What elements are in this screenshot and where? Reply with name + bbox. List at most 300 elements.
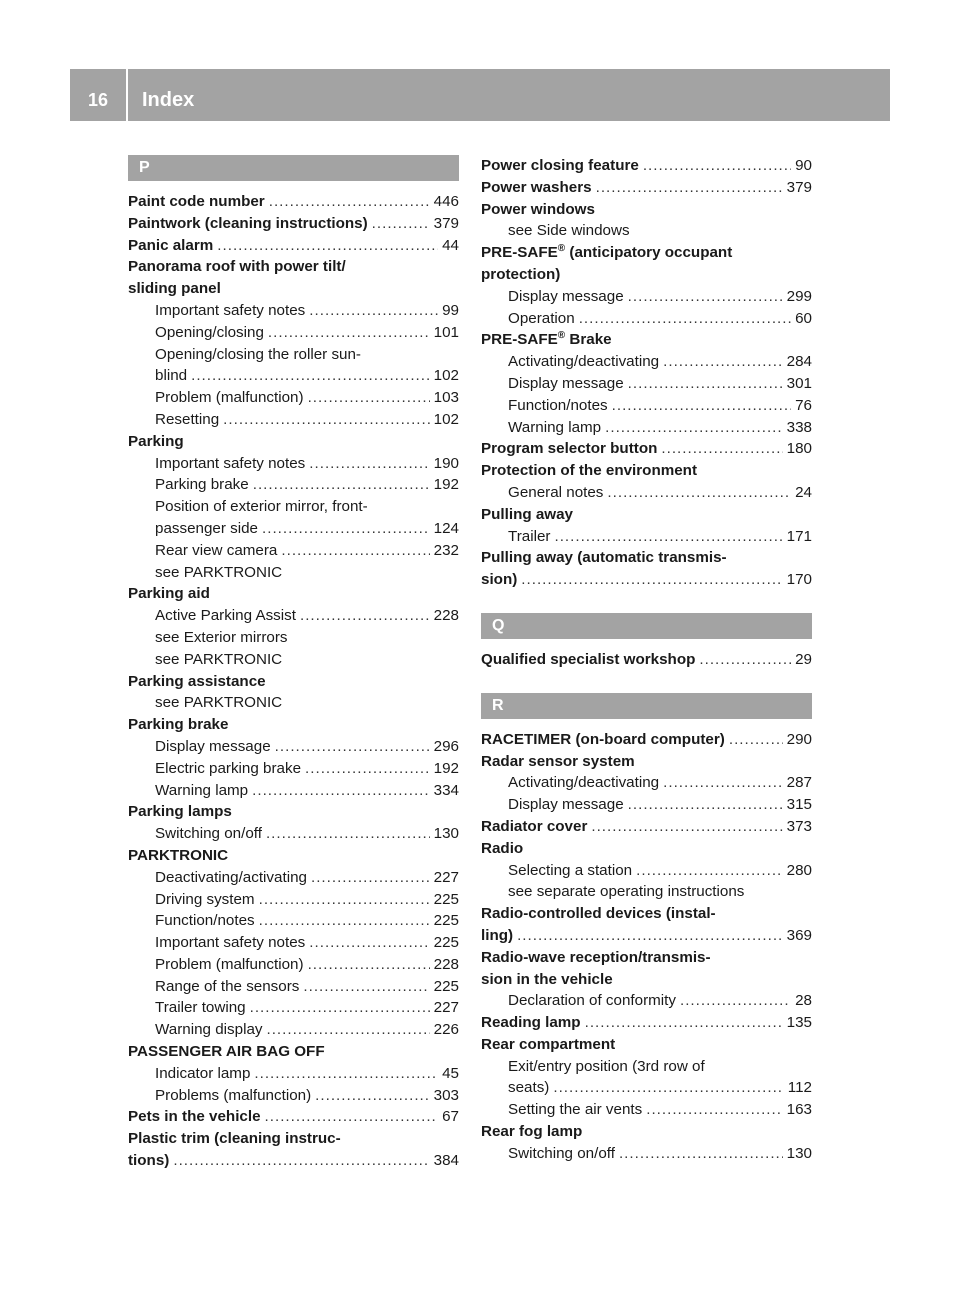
- index-subentry: [481, 772, 812, 794]
- index-subentry: [128, 562, 459, 584]
- section-gap: [481, 671, 812, 693]
- leader-dots: [281, 540, 429, 562]
- entry-label: PRE-SAFE: [481, 244, 558, 262]
- page-reference: 60: [795, 309, 812, 327]
- entry-text: [155, 605, 296, 627]
- entry-text: [481, 155, 639, 177]
- index-subentry: [481, 860, 812, 882]
- leader-dots: [253, 474, 430, 496]
- entry-text: [155, 1085, 311, 1107]
- page-reference: 373: [786, 817, 812, 835]
- page-reference: 287: [786, 774, 812, 792]
- leader-dots: [643, 155, 791, 177]
- index-subentry: [481, 1143, 812, 1165]
- index-subentry: [128, 867, 459, 889]
- entry-text: [508, 1143, 615, 1165]
- entry-text: [481, 816, 587, 838]
- page-reference: 225: [433, 890, 459, 908]
- entry-label: Problems (malfunction): [155, 1086, 312, 1104]
- page-reference: 103: [433, 389, 459, 407]
- index-entry: [481, 969, 812, 991]
- leader-dots: [663, 351, 783, 373]
- index-subentry: [128, 344, 459, 366]
- index-entry: [128, 256, 459, 278]
- page-reference: 192: [433, 476, 459, 494]
- entry-text: [155, 300, 305, 322]
- entry-text: [155, 932, 305, 954]
- index-subentry: [128, 627, 459, 649]
- entry-label: Display message: [508, 796, 624, 814]
- index-subentry: [128, 823, 459, 845]
- index-subentry: [481, 881, 812, 903]
- entry-label: sliding panel: [128, 280, 221, 298]
- index-section: [481, 591, 812, 671]
- entry-label: seats): [508, 1079, 550, 1097]
- entry-text: [128, 801, 232, 823]
- index-section: [481, 671, 812, 1165]
- entry-text: [481, 199, 595, 221]
- entry-text: [481, 569, 517, 591]
- entry-text: [481, 649, 695, 671]
- entry-label: Warning display: [155, 1021, 263, 1039]
- entry-text: [481, 460, 697, 482]
- entry-label: Display message: [508, 287, 624, 305]
- entry-label-suffix: Brake: [565, 331, 612, 349]
- entry-label: see Exterior mirrors: [155, 628, 288, 646]
- entry-label: Important safety notes: [155, 934, 306, 952]
- entry-text: [508, 286, 624, 308]
- entry-label: Problem (malfunction): [155, 389, 304, 407]
- page-reference: 67: [442, 1108, 459, 1126]
- index-subentry: [481, 286, 812, 308]
- entry-label: Position of exterior mirror, front-: [155, 498, 368, 516]
- entry-text: [508, 1099, 642, 1121]
- page-reference: 225: [433, 934, 459, 952]
- page-reference: 45: [442, 1064, 459, 1082]
- index-subentry: [128, 736, 459, 758]
- index-subentry: [481, 794, 812, 816]
- entry-label: Switching on/off: [508, 1144, 615, 1162]
- index-entry: [128, 583, 459, 605]
- index-subentry: [128, 453, 459, 475]
- entry-label: Warning lamp: [155, 781, 249, 799]
- page-reference: 24: [795, 483, 812, 501]
- entry-text: [481, 329, 612, 351]
- entry-text: [481, 903, 716, 925]
- entry-label: Important safety notes: [155, 454, 306, 472]
- entry-label: Power windows: [481, 200, 595, 218]
- entry-label: Function/notes: [155, 912, 255, 930]
- entry-label: Important safety notes: [155, 301, 306, 319]
- entry-text: [481, 947, 711, 969]
- leader-dots: [619, 1143, 783, 1165]
- entry-label: Setting the air vents: [508, 1101, 643, 1119]
- page-reference: 384: [433, 1152, 459, 1170]
- entry-text: [155, 474, 249, 496]
- index-entry: [481, 903, 812, 925]
- entry-text: [481, 751, 635, 773]
- leader-dots: [596, 177, 783, 199]
- entry-text: [128, 1128, 341, 1150]
- entry-label: Opening/closing the roller sun-: [155, 345, 361, 363]
- entry-label: Active Parking Assist: [155, 607, 296, 625]
- entry-text: [155, 649, 282, 671]
- page-reference: 338: [786, 418, 812, 436]
- page-reference: 135: [786, 1014, 812, 1032]
- leader-dots: [308, 954, 430, 976]
- entry-text: [508, 794, 624, 816]
- index-entry: [481, 751, 812, 773]
- page-reference: 99: [442, 301, 459, 319]
- entry-label: Parking: [128, 432, 184, 450]
- entry-text: [508, 482, 603, 504]
- index-entry: [128, 278, 459, 300]
- leader-dots: [628, 373, 783, 395]
- page-reference: 190: [433, 454, 459, 472]
- leader-dots: [309, 300, 438, 322]
- entry-text: [128, 191, 265, 213]
- entry-text: [155, 387, 304, 409]
- entry-label: Activating/deactivating: [508, 353, 660, 371]
- index-subentry: [481, 395, 812, 417]
- page-reference: 112: [787, 1079, 812, 1097]
- leader-dots: [266, 823, 430, 845]
- entry-label: Panorama roof with power tilt/: [128, 258, 346, 276]
- page-reference: 171: [786, 527, 812, 545]
- entry-label: sion in the vehicle: [481, 970, 613, 988]
- index-entry: [481, 264, 812, 286]
- page-reference: 280: [786, 861, 812, 879]
- entry-text: [508, 373, 624, 395]
- entry-label: Driving system: [155, 890, 255, 908]
- index-entry: [128, 1128, 459, 1150]
- leader-dots: [591, 816, 782, 838]
- leader-dots: [191, 365, 430, 387]
- leader-dots: [269, 191, 430, 213]
- page-reference: 163: [786, 1101, 812, 1119]
- entry-label: see Side windows: [508, 222, 630, 240]
- entry-text: [481, 969, 613, 991]
- entry-label: Electric parking brake: [155, 759, 302, 777]
- entry-text: [508, 990, 676, 1012]
- leader-dots: [636, 860, 783, 882]
- index-entry: [128, 1041, 459, 1063]
- page-reference: 232: [433, 541, 459, 559]
- entry-label: Radiator cover: [481, 817, 588, 835]
- entry-text: [481, 504, 573, 526]
- entry-text: [128, 235, 213, 257]
- entry-label: Radio-wave reception/transmis-: [481, 948, 711, 966]
- entry-text: [155, 758, 301, 780]
- index-entry: [481, 569, 812, 591]
- leader-dots: [553, 1077, 783, 1099]
- entry-label: see PARKTRONIC: [155, 694, 283, 712]
- entry-label: Parking lamps: [128, 803, 232, 821]
- page-reference: 379: [433, 214, 459, 232]
- entry-label: Rear compartment: [481, 1035, 616, 1053]
- leader-dots: [309, 453, 429, 475]
- page-reference: 225: [433, 912, 459, 930]
- entry-label: Indicator lamp: [155, 1064, 251, 1082]
- index-entry: [128, 714, 459, 736]
- entry-label: Parking brake: [155, 476, 249, 494]
- entry-text: [155, 409, 219, 431]
- leader-dots: [252, 780, 430, 802]
- leader-dots: [372, 213, 430, 235]
- entry-label: sion): [481, 571, 518, 589]
- entry-label: tions): [128, 1152, 170, 1170]
- page-reference: 130: [786, 1144, 812, 1162]
- page-reference: 29: [795, 650, 812, 668]
- page-reference: 227: [433, 999, 459, 1017]
- entry-text: [155, 627, 288, 649]
- index-entry: [128, 235, 459, 257]
- page-reference: 225: [433, 977, 459, 995]
- entry-label: RACETIMER (on-board computer): [481, 730, 725, 748]
- page-reference: 299: [786, 287, 812, 305]
- index-subentry: [481, 417, 812, 439]
- entry-text: [508, 526, 550, 548]
- index-entry: [481, 649, 812, 671]
- entry-text: [155, 910, 255, 932]
- leader-dots: [275, 736, 430, 758]
- entry-label: Opening/closing: [155, 323, 264, 341]
- index-entry: [481, 1012, 812, 1034]
- index-subentry: [481, 351, 812, 373]
- leader-dots: [646, 1099, 782, 1121]
- entry-text: [155, 540, 277, 562]
- entry-label: Power washers: [481, 178, 592, 196]
- leader-dots: [262, 518, 430, 540]
- entry-text: [155, 453, 305, 475]
- index-subentry: [128, 1085, 459, 1107]
- entry-text: [128, 1150, 169, 1172]
- entry-text: [481, 438, 657, 460]
- entry-text: [481, 925, 513, 947]
- index-subentry: [128, 1019, 459, 1041]
- entry-label: Radar sensor system: [481, 752, 635, 770]
- index-entry: [481, 1121, 812, 1143]
- leader-dots: [607, 482, 791, 504]
- index-subentry: [481, 1056, 812, 1078]
- entry-label: Parking aid: [128, 585, 210, 603]
- entry-label: Warning lamp: [508, 418, 602, 436]
- index-entry: [481, 925, 812, 947]
- index-subentry: [481, 990, 812, 1012]
- index-column-right: [481, 155, 812, 1165]
- entry-label: Rear view camera: [155, 541, 278, 559]
- index-subentry: [128, 496, 459, 518]
- registered-mark: ®: [557, 243, 566, 255]
- entry-label: Radio-controlled devices (instal-: [481, 905, 716, 923]
- entry-text: [508, 395, 608, 417]
- entry-text: [155, 780, 248, 802]
- index-subentry: [128, 976, 459, 998]
- leader-dots: [217, 235, 438, 257]
- leader-dots: [268, 322, 430, 344]
- entry-label: Reading lamp: [481, 1014, 581, 1032]
- index-subentry: [128, 649, 459, 671]
- entry-label: Parking brake: [128, 716, 229, 734]
- entry-label: Range of the sensors: [155, 977, 300, 995]
- page-reference: 90: [795, 157, 812, 174]
- entry-label: Deactivating/activating: [155, 868, 307, 886]
- entry-text: [481, 1121, 582, 1143]
- entry-label: Pulling away: [481, 505, 573, 523]
- entry-text: [481, 264, 560, 286]
- entry-text: [128, 431, 184, 453]
- index-subentry: [128, 365, 459, 387]
- entry-label: Parking assistance: [128, 672, 266, 690]
- entry-text: [155, 736, 271, 758]
- index-subentry: [128, 780, 459, 802]
- page-reference: 180: [786, 440, 812, 458]
- leader-dots: [661, 438, 782, 460]
- entry-label: blind: [155, 367, 188, 385]
- leader-dots: [663, 772, 783, 794]
- entry-label: Paintwork (cleaning instructions): [128, 214, 368, 232]
- entry-text: [155, 518, 258, 540]
- index-subentry: [128, 910, 459, 932]
- entry-text: [128, 845, 228, 867]
- leader-dots: [311, 867, 430, 889]
- leader-dots: [729, 729, 783, 751]
- entry-label: PRE-SAFE: [481, 331, 558, 349]
- entry-text: [155, 365, 187, 387]
- index-entry: [481, 199, 812, 221]
- entry-label: PASSENGER AIR BAG OFF: [128, 1043, 325, 1061]
- entry-text: [508, 1056, 705, 1078]
- leader-dots: [628, 794, 783, 816]
- entry-text: [128, 1041, 325, 1063]
- leader-dots: [308, 387, 430, 409]
- entry-text: [508, 772, 659, 794]
- index-entry: [481, 155, 812, 177]
- page-reference: 101: [433, 323, 459, 341]
- leader-dots: [259, 889, 430, 911]
- entry-text: [128, 671, 266, 693]
- index-subentry: [128, 997, 459, 1019]
- entry-label: Rear fog lamp: [481, 1123, 583, 1141]
- entry-label: Exit/entry position (3rd row of: [508, 1057, 705, 1075]
- entry-text: [128, 1106, 261, 1128]
- leader-dots: [173, 1150, 429, 1172]
- entry-label: Protection of the environment: [481, 462, 698, 480]
- leader-dots: [517, 925, 783, 947]
- index-entry: [481, 947, 812, 969]
- index-section: [128, 155, 459, 1172]
- entry-text: [481, 1034, 615, 1056]
- entry-text: [508, 220, 630, 242]
- entry-label: passenger side: [155, 519, 259, 537]
- leader-dots: [250, 997, 430, 1019]
- entry-label: Paint code number: [128, 193, 265, 210]
- entry-label: Pets in the vehicle: [128, 1108, 261, 1126]
- page-reference: 334: [433, 781, 459, 799]
- page-reference: 124: [433, 519, 459, 537]
- entry-label: Qualified specialist workshop: [481, 650, 696, 668]
- page-reference: 303: [433, 1086, 459, 1104]
- entry-label: Resetting: [155, 410, 220, 428]
- leader-dots: [300, 605, 430, 627]
- index-entry: [128, 431, 459, 453]
- entry-label: Program selector button: [481, 440, 658, 458]
- entry-label: protection): [481, 265, 561, 283]
- index-subentry: [128, 300, 459, 322]
- entry-label: Pulling away (automatic transmis-: [481, 549, 727, 567]
- index-entry: [128, 213, 459, 235]
- entry-text: [481, 729, 725, 751]
- leader-dots: [680, 990, 791, 1012]
- entry-label: Function/notes: [508, 396, 608, 414]
- entry-text: [128, 256, 346, 278]
- page-reference: 379: [786, 178, 812, 196]
- leader-dots: [305, 758, 430, 780]
- page-reference: 44: [442, 236, 459, 254]
- page-reference: 28: [795, 992, 812, 1010]
- entry-label: see PARKTRONIC: [155, 650, 283, 668]
- page-header: [70, 69, 890, 121]
- page-number: 16: [87, 90, 109, 110]
- entry-label: see PARKTRONIC: [155, 563, 283, 581]
- index-entry: [128, 1106, 459, 1128]
- entry-text: [128, 278, 221, 300]
- entry-text: [508, 1077, 549, 1099]
- leader-dots: [521, 569, 782, 591]
- entry-text: [481, 838, 523, 860]
- entry-text: [481, 242, 732, 264]
- index-subentry: [128, 540, 459, 562]
- leader-dots: [309, 932, 429, 954]
- registered-mark: ®: [557, 330, 566, 342]
- entry-label: Problem (malfunction): [155, 955, 304, 973]
- entry-text: [128, 583, 210, 605]
- index-subentry: [481, 220, 812, 242]
- entry-text: [128, 213, 368, 235]
- entry-label: Declaration of conformity: [508, 992, 676, 1010]
- page-reference: 228: [433, 955, 459, 973]
- section-letter: P: [128, 155, 459, 181]
- index-subentry: [128, 387, 459, 409]
- index-column-left: [128, 155, 459, 1172]
- entry-label: Activating/deactivating: [508, 774, 660, 792]
- index-entry: [481, 438, 812, 460]
- entry-label: Display message: [508, 374, 624, 392]
- entry-text: [155, 1063, 250, 1085]
- index-subentry: [128, 518, 459, 540]
- entry-label: Plastic trim (cleaning instruc-: [128, 1130, 341, 1148]
- index-subentry: [128, 889, 459, 911]
- entry-text: [155, 322, 264, 344]
- index-entry: [481, 504, 812, 526]
- page-reference: 284: [786, 353, 812, 371]
- page-reference: 290: [786, 730, 812, 748]
- entry-label: Operation: [508, 309, 575, 327]
- index-subentry: [128, 409, 459, 431]
- entry-label: PARKTRONIC: [128, 846, 229, 864]
- index-entry: [481, 547, 812, 569]
- entry-text: [481, 177, 592, 199]
- page-reference: 315: [786, 796, 812, 814]
- index-subentry: [481, 1099, 812, 1121]
- leader-dots: [612, 395, 791, 417]
- entry-label: Display message: [155, 737, 271, 755]
- entry-label: Panic alarm: [128, 236, 214, 254]
- entry-text: [155, 496, 368, 518]
- page-reference: 296: [433, 737, 459, 755]
- index-entry: [481, 177, 812, 199]
- index-entry: [481, 729, 812, 751]
